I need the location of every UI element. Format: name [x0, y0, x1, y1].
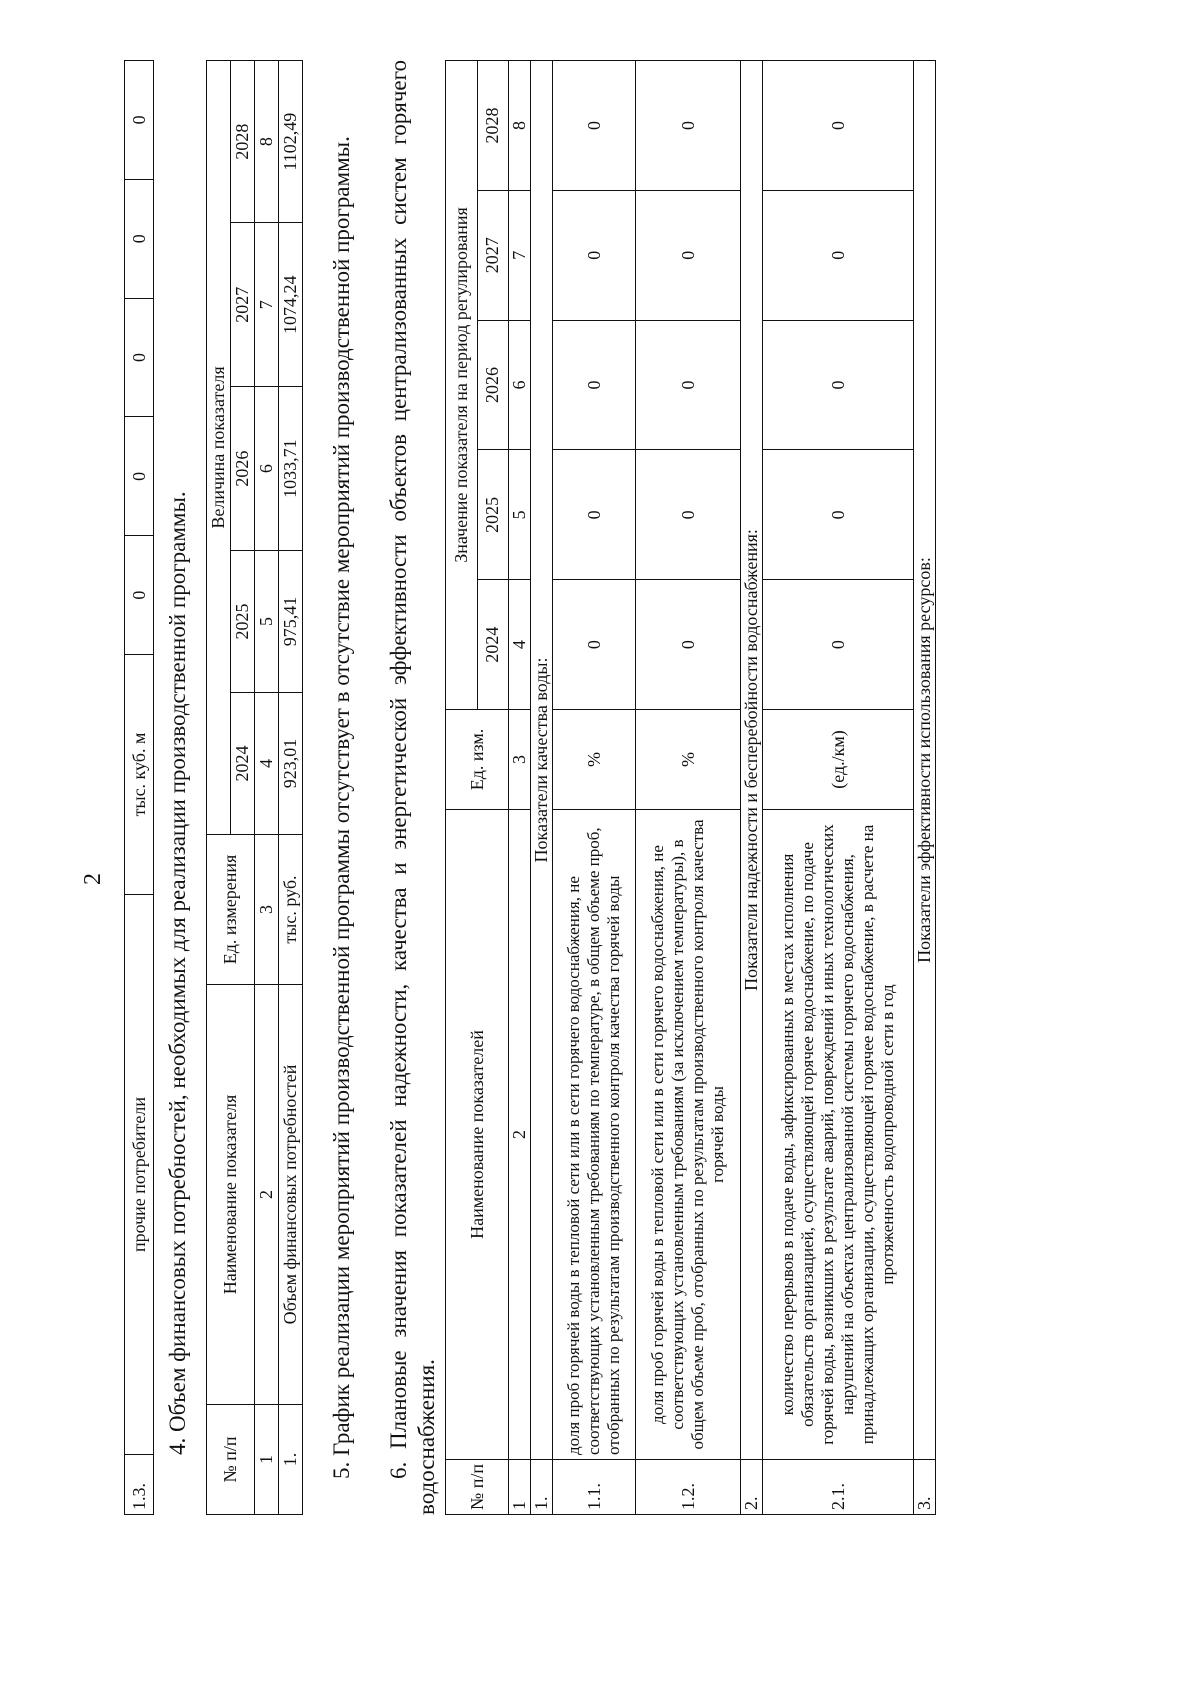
index-cell: 2 [509, 810, 531, 1460]
header-year: 2024 [477, 580, 509, 710]
value-2025: 0 [763, 450, 914, 580]
section4-title: 4. Объем финансовых потребностей, необходимых для реализации производственной программы. [165, 491, 190, 1455]
header-year: 2028 [477, 61, 509, 191]
index-cell: 7 [509, 190, 531, 320]
index-cell: 6 [509, 320, 531, 450]
financial-needs-table [206, 60, 303, 1515]
indicator-name: Объем финансовых потребностей [279, 985, 303, 1405]
header-name: Наименование показателей [446, 810, 509, 1460]
table-row [636, 61, 741, 1515]
group-number: 3. [914, 1460, 936, 1515]
header-num: № п/п [207, 1405, 255, 1515]
row-number: 2.1. [763, 1460, 914, 1515]
group-title: Показатели качества воды: [531, 61, 553, 1460]
value-2024: 0 [763, 580, 914, 710]
index-cell: 8 [509, 61, 531, 191]
group-title: Показатели эффективности использования ресурсов: [914, 61, 936, 1460]
value-2026: 1033,71 [279, 387, 303, 551]
value-2028: 0 [763, 61, 914, 191]
section6-title: 6. Плановые значения показателей надежности, качества и энергетической эффективности объектов централизованных систем горячего водоснабжения. [386, 60, 439, 1515]
value-2025: 0 [553, 450, 636, 580]
value-2024: 0 [636, 580, 741, 710]
rotated-document-page [60, 55, 1160, 1645]
index-cell: 8 [255, 61, 279, 223]
index-cell: 4 [255, 693, 279, 835]
indicator-name: доля проб горячей воды в тепловой сети или в сети горячего водоснабжения, не соответствующих установленным требованиям (за исключением температуры), в общем объеме проб, отобранных по результатам производственного контроля качества горячей воды [636, 810, 741, 1460]
section5-text: 5. График реализации мероприятий производственной программы отсутствует в отсутствие мероприятий производственной программы. [329, 136, 354, 1479]
indicator-name: доля проб горячей воды в тепловой сети или в сети горячего водоснабжения, не соответствующих установленным требованиям по температуре, в общем объеме проб, отобранных по результатам производственного контроля качества горячей воды [553, 810, 636, 1460]
value-2027: 0 [763, 190, 914, 320]
value-2025: 0 [125, 417, 154, 536]
value-2026: 0 [553, 320, 636, 450]
group-number: 2. [741, 1460, 763, 1515]
index-cell: 3 [509, 710, 531, 810]
value-2026: 0 [636, 320, 741, 450]
header-name: Наименование показателя [207, 985, 255, 1405]
page-number: 2 [80, 873, 106, 885]
index-cell: 5 [255, 551, 279, 693]
value-2027: 0 [125, 179, 154, 298]
header-year: 2026 [231, 387, 255, 551]
row-number: 1.2. [636, 1460, 741, 1515]
header-num: № п/п [446, 1460, 509, 1515]
index-row [255, 61, 279, 1515]
index-cell: 7 [255, 223, 279, 387]
index-cell: 2 [255, 985, 279, 1405]
header-year: 2024 [231, 693, 255, 835]
row-number: 1. [279, 1405, 303, 1515]
unit: (ед./км) [763, 710, 914, 810]
indicators-table [445, 60, 936, 1515]
header-year: 2026 [477, 320, 509, 450]
table-row [279, 61, 303, 1515]
indicator-name: прочие потребители [125, 895, 154, 1455]
value-2025: 0 [636, 450, 741, 580]
header-year: 2025 [231, 551, 255, 693]
value-2027: 0 [553, 190, 636, 320]
group-row [531, 61, 553, 1515]
header-year: 2025 [477, 450, 509, 580]
value-2028: 1102,49 [279, 61, 303, 223]
value-2028: 0 [125, 61, 154, 180]
unit: % [553, 710, 636, 810]
value-2026: 0 [763, 320, 914, 450]
header-unit: Ед. изм. [446, 710, 509, 810]
value-2026: 0 [125, 298, 154, 417]
unit: тыс. куб. м [125, 655, 154, 895]
header-year: 2028 [231, 61, 255, 223]
index-cell: 1 [255, 1405, 279, 1515]
unit: % [636, 710, 741, 810]
indicator-name: количество перерывов в подаче воды, зафиксированных в местах исполнения обязательств организацией, осуществляющей горячее водоснабжение, по подаче горячей воды, возникших в результате аварий, повреждений и иных технологических нарушений на объектах централизованной системы горячего водоснабжения, принадлежащих организации, осуществляющей горячее водоснабжение, в расчете на протяженность водопроводной сети в год [763, 810, 914, 1460]
index-row [509, 61, 531, 1515]
value-2024: 923,01 [279, 693, 303, 835]
value-2028: 0 [636, 61, 741, 191]
group-title: Показатели надежности и бесперебойности водоснабжения: [741, 61, 763, 1460]
top-continuation-table [124, 60, 154, 1515]
table-row [763, 61, 914, 1515]
value-2027: 1074,24 [279, 223, 303, 387]
index-cell: 5 [509, 450, 531, 580]
table-row [553, 61, 636, 1515]
header-year: 2027 [231, 223, 255, 387]
index-cell: 6 [255, 387, 279, 551]
value-2025: 975,41 [279, 551, 303, 693]
value-2024: 0 [553, 580, 636, 710]
unit: тыс. руб. [279, 835, 303, 985]
index-cell: 3 [255, 835, 279, 985]
header-group: Значение показателя на период регулирования [446, 61, 478, 710]
row-number: 1.3. [125, 1455, 154, 1515]
header-unit: Ед. измерения [207, 835, 255, 985]
group-row [741, 61, 763, 1515]
index-cell: 1 [509, 1460, 531, 1515]
index-cell: 4 [509, 580, 531, 710]
value-2024: 0 [125, 536, 154, 655]
group-number: 1. [531, 1460, 553, 1515]
header-group: Величина показателя [207, 61, 231, 835]
value-2027: 0 [636, 190, 741, 320]
value-2028: 0 [553, 61, 636, 191]
header-year: 2027 [477, 190, 509, 320]
table-row [125, 61, 154, 1515]
row-number: 1.1. [553, 1460, 636, 1515]
group-row [914, 61, 936, 1515]
